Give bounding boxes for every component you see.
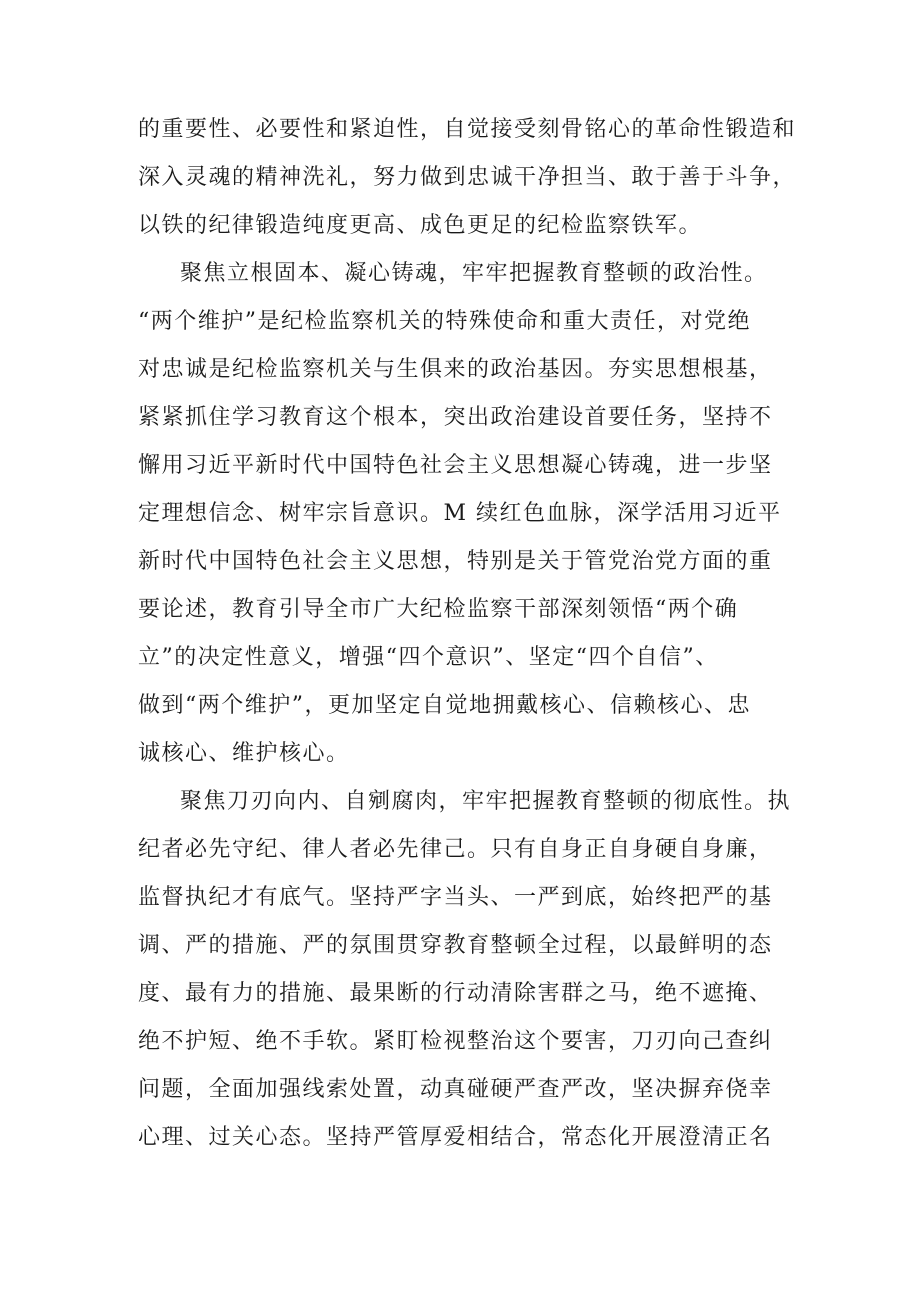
- text-line: 对忠诚是纪检监察机关与生俱来的政治基因。夯实思想根基，: [138, 357, 773, 382]
- text-line: 心理、过关心态。坚持严管厚爱相结合，常态化开展澄清正名: [138, 1125, 773, 1150]
- paragraph-heading-line: 聚焦立根固本、凝心铸魂，牢牢把握教育整顿的政治性。: [180, 261, 768, 286]
- text-line: 的重要性、必要性和紧迫性，自觉接受刻骨铭心的革命性锻造和: [138, 117, 797, 142]
- text-line: 要论述，教育引导全市广大纪检监察干部深刻领悟“两个确: [138, 597, 739, 622]
- text-line: 绝不护短、绝不手软。紧盯检视整治这个要害，刀刃向己查纠: [138, 1029, 773, 1054]
- text-line: 监督执纪才有底气。坚持严字当头、一严到底，始终把严的基: [138, 885, 773, 910]
- text-line: 深入灵魂的精神洗礼，努力做到忠诚干净担当、敢于善于斗争，: [138, 165, 797, 190]
- text-line: 调、严的措施、严的氛围贯穿教育整顿全过程，以最鲜明的态: [138, 933, 773, 958]
- text-line: 以铁的纪律锻造纯度更高、成色更足的纪检监察铁军。: [138, 213, 703, 238]
- text-line: 立”的决定性意义，增强“四个意识”、坚定“四个自信”、: [138, 645, 719, 670]
- text-line: 紧紧抓住学习教育这个根本，突出政治建设首要任务，坚持不: [138, 405, 773, 430]
- text-line: “两个维护”是纪检监察机关的特殊使命和重大责任，对党绝: [138, 309, 751, 334]
- text-line: 做到“两个维护”，更加坚定自觉地拥戴核心、信赖核心、忠: [138, 693, 751, 718]
- text-line: 定理想信念、树牢宗旨意识。M 续红色血脉，深学活用习近平: [138, 501, 782, 526]
- text-line: 纪者必先守纪、律人者必先律己。只有自身正自身硬自身廉，: [138, 837, 773, 862]
- text-line: 问题，全面加强线索处置，动真碰硬严查严改，坚决摒弃侥幸: [138, 1077, 773, 1102]
- text-line: 新时代中国特色社会主义思想，特别是关于管党治党方面的重: [138, 549, 773, 574]
- text-line: 诚核心、维护核心。: [138, 741, 350, 766]
- text-line: 度、最有力的措施、最果断的行动清除害群之马，绝不遮掩、: [138, 981, 773, 1006]
- text-line: 懈用习近平新时代中国特色社会主义思想凝心铸魂，进一步坚: [138, 453, 773, 478]
- paragraph-heading-line: 聚焦刀刃向内、自剜腐肉，牢牢把握教育整顿的彻底性。执: [180, 789, 792, 814]
